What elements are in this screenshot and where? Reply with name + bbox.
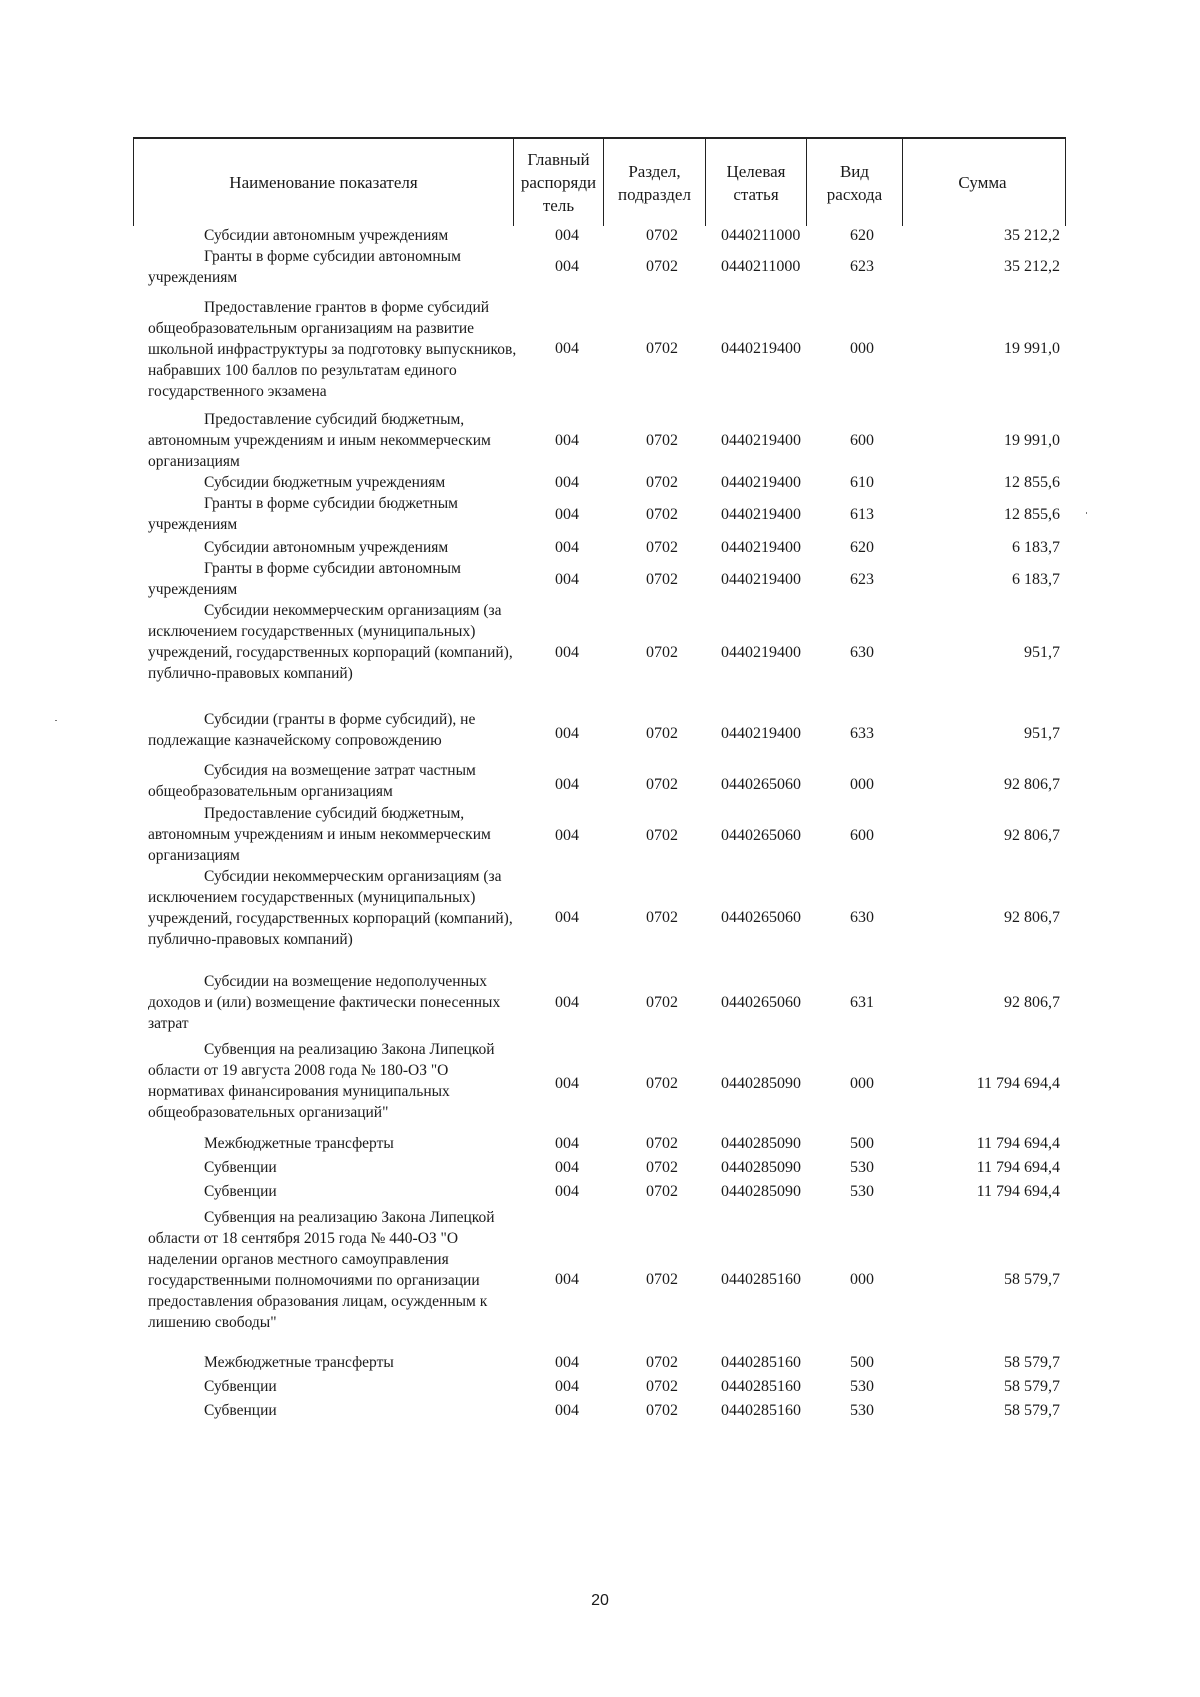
row-vid: 613 — [850, 506, 874, 523]
row-glav: 004 — [555, 227, 579, 244]
header-summa — [902, 139, 1062, 226]
row-razdel: 0702 — [646, 1378, 678, 1395]
row-glav: 004 — [555, 909, 579, 926]
row-summa: 92 806,7 — [1004, 909, 1060, 926]
row-name: Предоставление субсидий бюджетным, автономным учреждениям и иным некоммерческим организациям — [148, 411, 491, 470]
row-name: Субвенция на реализацию Закона Липецкой области от 19 августа 2008 года № 180-ОЗ "О нормативах финансирования муниципальных общеобразовательных организаций" — [148, 1041, 495, 1121]
row-razdel: 0702 — [646, 571, 678, 588]
row-summa: 92 806,7 — [1004, 994, 1060, 1011]
header-summa-text: Сумма — [958, 173, 1007, 192]
row-celevaya: 0440219400 — [721, 571, 801, 588]
row-name: Гранты в форме субсидии бюджетным учреждениям — [148, 495, 458, 533]
row-razdel: 0702 — [646, 539, 678, 556]
row-razdel: 0702 — [646, 258, 678, 275]
row-celevaya: 0440211000 — [721, 258, 801, 275]
row-celevaya: 0440219400 — [721, 506, 801, 523]
row-vid: 000 — [850, 1075, 874, 1092]
table-header — [133, 137, 1066, 226]
row-razdel: 0702 — [646, 644, 678, 661]
row-vid: 620 — [850, 227, 874, 244]
header-glav — [513, 139, 603, 226]
row-summa: 11 794 694,4 — [976, 1135, 1060, 1152]
row-vid: 630 — [850, 909, 874, 926]
row-razdel: 0702 — [646, 506, 678, 523]
row-name: Субсидии (гранты в форме субсидий), не подлежащие казначейскому сопровождению — [148, 711, 476, 749]
header-glav-line: тель — [542, 196, 575, 215]
row-celevaya: 0440219400 — [721, 725, 801, 742]
row-name: Гранты в форме субсидии автономным учреждениям — [148, 560, 461, 598]
row-summa: 11 794 694,4 — [976, 1075, 1060, 1092]
row-razdel: 0702 — [646, 474, 678, 491]
row-glav: 004 — [555, 539, 579, 556]
row-glav: 004 — [555, 1378, 579, 1395]
row-celevaya: 0440265060 — [721, 827, 801, 844]
row-name: Субвенции — [204, 1402, 277, 1419]
row-razdel: 0702 — [646, 1183, 678, 1200]
row-celevaya: 0440285090 — [721, 1159, 801, 1176]
row-vid: 530 — [850, 1159, 874, 1176]
row-glav: 004 — [555, 776, 579, 793]
row-name: Субсидии бюджетным учреждениям — [204, 474, 446, 491]
row-vid: 633 — [850, 725, 874, 742]
header-celevaya — [705, 139, 806, 226]
row-razdel: 0702 — [646, 1271, 678, 1288]
row-summa: 92 806,7 — [1004, 827, 1060, 844]
header-vid-line: расхода — [826, 184, 883, 204]
row-name: Субвенция на реализацию Закона Липецкой области от 18 сентября 2015 года № 440-ОЗ "О наделении органов местного самоуправления государственными полномочиями по организации предоставления образования лицам, осужденным к лишению свободы" — [148, 1209, 495, 1331]
row-name: Субсидия на возмещение затрат частным общеобразовательным организациям — [148, 762, 476, 800]
row-glav: 004 — [555, 827, 579, 844]
row-glav: 004 — [555, 1271, 579, 1288]
row-celevaya: 0440219400 — [721, 539, 801, 556]
row-vid: 600 — [850, 432, 874, 449]
row-glav: 004 — [555, 432, 579, 449]
row-summa: 58 579,7 — [1004, 1402, 1060, 1419]
row-summa: 19 991,0 — [1004, 340, 1060, 357]
header-celevaya-line: статья — [733, 184, 779, 204]
header-glav-text — [521, 148, 596, 217]
header-glav-line: распоряди — [520, 173, 597, 192]
row-glav: 004 — [555, 571, 579, 588]
page-number: 20 — [591, 1592, 609, 1609]
row-vid: 000 — [850, 340, 874, 357]
row-vid: 610 — [850, 474, 874, 491]
row-name: Межбюджетные трансферты — [204, 1354, 394, 1371]
row-celevaya: 0440219400 — [721, 644, 801, 661]
row-summa: 12 855,6 — [1004, 474, 1060, 491]
row-name: Субсидии некоммерческим организациям (за исключением государственных (муниципальных) учреждений, государственных корпораций (компаний), публично-правовых компаний) — [148, 868, 513, 948]
row-summa: 19 991,0 — [1004, 432, 1060, 449]
row-name: Предоставление субсидий бюджетным, автономным учреждениям и иным некоммерческим организациям — [148, 805, 491, 864]
row-glav: 004 — [555, 474, 579, 491]
row-razdel: 0702 — [646, 1402, 678, 1419]
row-vid: 530 — [850, 1402, 874, 1419]
row-vid: 623 — [850, 258, 874, 275]
row-glav: 004 — [555, 340, 579, 357]
row-name: Субвенции — [204, 1183, 277, 1200]
header-celevaya-line: Целевая — [726, 161, 786, 181]
row-celevaya: 0440265060 — [721, 909, 801, 926]
row-vid: 631 — [850, 994, 874, 1011]
row-summa: 58 579,7 — [1004, 1378, 1060, 1395]
row-celevaya: 0440219400 — [721, 474, 801, 491]
row-vid: 620 — [850, 539, 874, 556]
row-summa: 6 183,7 — [1012, 539, 1060, 556]
row-razdel: 0702 — [646, 340, 678, 357]
row-name: Субвенции — [204, 1159, 277, 1176]
row-razdel: 0702 — [646, 432, 678, 449]
row-glav: 004 — [555, 1075, 579, 1092]
row-celevaya: 0440285160 — [721, 1402, 801, 1419]
header-vid — [806, 139, 902, 226]
row-celevaya: 0440285160 — [721, 1354, 801, 1371]
row-name: Субвенции — [204, 1378, 277, 1395]
row-razdel: 0702 — [646, 994, 678, 1011]
row-razdel: 0702 — [646, 1135, 678, 1152]
row-name: Предоставление грантов в форме субсидий общеобразовательным организациям на развитие школьной инфраструктуры за подготовку выпускников, набравших 100 баллов по результатам единого государственного экзамена — [148, 299, 517, 400]
header-glav-line: Главный — [527, 150, 590, 169]
row-celevaya: 0440285090 — [721, 1183, 801, 1200]
row-celevaya: 0440285090 — [721, 1075, 801, 1092]
row-summa: 11 794 694,4 — [976, 1183, 1060, 1200]
row-celevaya: 0440219400 — [721, 340, 801, 357]
row-vid: 000 — [850, 776, 874, 793]
row-vid: 530 — [850, 1183, 874, 1200]
row-razdel: 0702 — [646, 909, 678, 926]
row-name: Субсидии на возмещение недополученных доходов и (или) возмещение фактически понесенных затрат — [148, 973, 501, 1032]
row-vid: 000 — [850, 1271, 874, 1288]
row-glav: 004 — [555, 1183, 579, 1200]
row-glav: 004 — [555, 644, 579, 661]
row-glav: 004 — [555, 1354, 579, 1371]
header-razdel-text — [618, 160, 691, 206]
row-summa: 6 183,7 — [1012, 571, 1060, 588]
row-name: Субсидии автономным учреждениям — [204, 227, 449, 244]
row-razdel: 0702 — [646, 725, 678, 742]
row-summa: 11 794 694,4 — [976, 1159, 1060, 1176]
row-celevaya: 0440265060 — [721, 776, 801, 793]
row-razdel: 0702 — [646, 1159, 678, 1176]
row-name: Субсидии некоммерческим организациям (за исключением государственных (муниципальных) учреждений, государственных корпораций (компаний), публично-правовых компаний) — [148, 602, 513, 682]
row-summa: 951,7 — [1024, 725, 1060, 742]
row-name: Межбюджетные трансферты — [204, 1135, 394, 1152]
row-vid: 500 — [850, 1354, 874, 1371]
header-razdel-line: Раздел, — [628, 161, 681, 181]
row-razdel: 0702 — [646, 1354, 678, 1371]
row-razdel: 0702 — [646, 827, 678, 844]
header-celevaya-text — [726, 160, 785, 206]
row-celevaya: 0440211000 — [721, 227, 801, 244]
row-vid: 600 — [850, 827, 874, 844]
row-celevaya: 0440285090 — [721, 1135, 801, 1152]
row-razdel: 0702 — [646, 227, 678, 244]
row-name: Гранты в форме субсидии автономным учреждениям — [148, 248, 461, 286]
row-summa: 35 212,2 — [1004, 258, 1060, 275]
row-celevaya: 0440285160 — [721, 1271, 801, 1288]
row-glav: 004 — [555, 1159, 579, 1176]
row-summa: 12 855,6 — [1004, 506, 1060, 523]
scan-speck — [55, 720, 57, 721]
row-glav: 004 — [555, 1135, 579, 1152]
row-glav: 004 — [555, 725, 579, 742]
header-razdel-line: подраздел — [618, 184, 691, 204]
header-name — [134, 139, 513, 226]
row-razdel: 0702 — [646, 1075, 678, 1092]
header-vid-line: Вид — [839, 161, 870, 181]
row-summa: 58 579,7 — [1004, 1354, 1060, 1371]
row-summa: 35 212,2 — [1004, 227, 1060, 244]
row-summa: 58 579,7 — [1004, 1271, 1060, 1288]
row-glav: 004 — [555, 994, 579, 1011]
header-razdel — [603, 139, 705, 226]
row-razdel: 0702 — [646, 776, 678, 793]
row-summa: 951,7 — [1024, 644, 1060, 661]
row-name: Субсидии автономным учреждениям — [204, 539, 449, 556]
row-vid: 630 — [850, 644, 874, 661]
row-celevaya: 0440285160 — [721, 1378, 801, 1395]
row-glav: 004 — [555, 1402, 579, 1419]
row-celevaya: 0440219400 — [721, 432, 801, 449]
row-vid: 623 — [850, 571, 874, 588]
header-vid-text — [827, 160, 882, 206]
row-vid: 500 — [850, 1135, 874, 1152]
row-glav: 004 — [555, 506, 579, 523]
row-vid: 530 — [850, 1378, 874, 1395]
scan-speck — [1086, 512, 1087, 514]
header-name-text: Наименование показателя — [229, 173, 418, 192]
row-celevaya: 0440265060 — [721, 994, 801, 1011]
row-summa: 92 806,7 — [1004, 776, 1060, 793]
row-glav: 004 — [555, 258, 579, 275]
